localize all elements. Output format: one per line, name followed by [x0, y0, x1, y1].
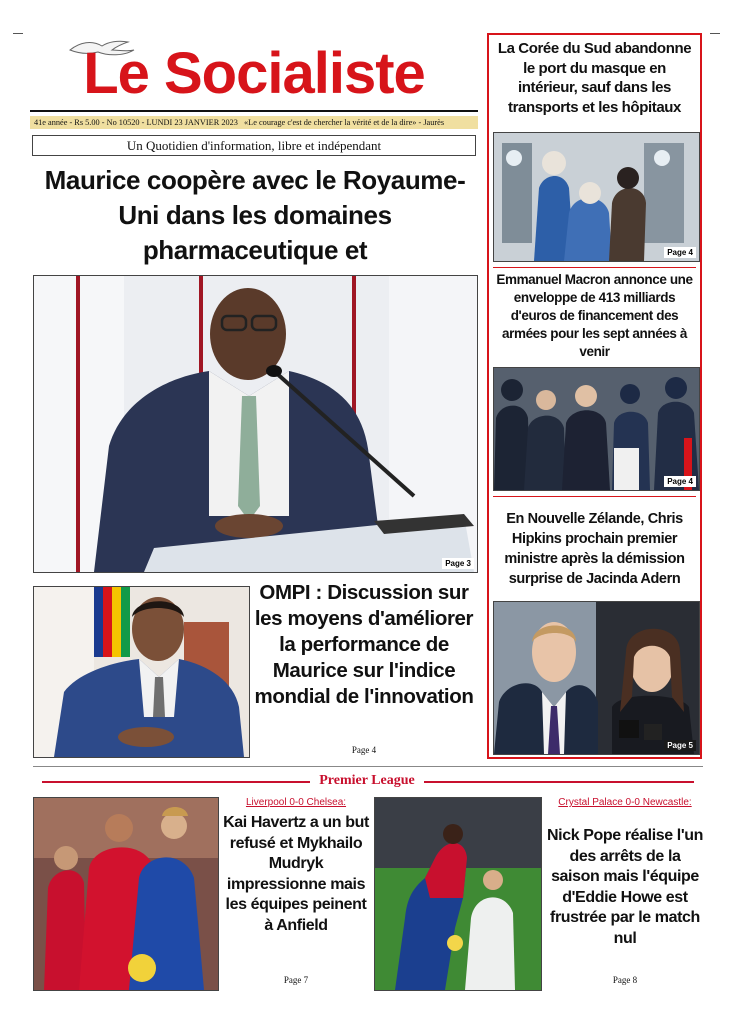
- sidebar-divider-2: [493, 496, 696, 497]
- masthead-rule: [30, 110, 478, 112]
- lead-photo: [33, 275, 478, 573]
- ompi-page-ref: Page 4: [351, 745, 377, 755]
- sidebar-story-3-photo: [493, 601, 700, 755]
- sidebar-story-2-photo: [493, 367, 700, 491]
- masthead: [30, 38, 478, 158]
- sidebar-story-3-headline[interactable]: En Nouvelle Zélande, Chris Hipkins prochain premier ministre après la démission surprise de Jacinda Adern: [504, 511, 685, 587]
- sports-photo-2: [374, 797, 542, 991]
- ompi-headline[interactable]: OMPI : Discussion sur les moyens d'améliorer la performance de Maurice sur l'indice mondial de l'innovation: [254, 581, 474, 708]
- edition-info: 41e année - Rs 5.00 - No 10520 - LUNDI 23 JANVIER 2023: [34, 118, 238, 127]
- lead-page-tag: Page 3: [442, 558, 474, 569]
- section-title: Premier League: [319, 773, 415, 788]
- sports-story-1-label: Liverpool 0-0 Chelsea:: [245, 797, 347, 808]
- sidebar-story-3-page-tag: Page 5: [664, 740, 696, 751]
- sidebar: [487, 33, 702, 759]
- tagline-box: [32, 135, 476, 156]
- crop-mark-left: [13, 33, 23, 34]
- sports-story-2-headline[interactable]: Nick Pope réalise l'un des arrêts de la saison mais l'équipe d'Eddie Howe est frustrée par le match nul: [547, 827, 703, 947]
- masthead-title: Le Socialiste: [83, 41, 425, 106]
- edition-band: [30, 116, 478, 129]
- section-rule-right: [424, 781, 694, 783]
- sidebar-story-2-page-tag: Page 4: [664, 476, 696, 487]
- sidebar-story-1-headline[interactable]: La Corée du Sud abandonne le port du masque en intérieur, sauf dans les transports et les hôpitaux: [497, 40, 692, 116]
- sidebar-story-1-page-tag: Page 4: [664, 247, 696, 258]
- sports-story-2-page-ref: Page 8: [612, 975, 638, 985]
- lead-headline[interactable]: Maurice coopère avec le Royaume-Uni dans les domaines pharmaceutique et: [44, 165, 466, 265]
- sports-story-1-page-ref: Page 7: [283, 975, 309, 985]
- tagline: Un Quotidien d'information, libre et indépendant: [126, 138, 382, 153]
- ompi-photo: [33, 586, 250, 758]
- section-rule-top: [33, 766, 703, 767]
- motto: «Le courage c'est de chercher la vérité et de la dire» - Jaurès: [244, 118, 445, 127]
- section-rule-left: [42, 781, 310, 783]
- sidebar-divider-1: [493, 267, 696, 268]
- sports-photo-1: [33, 797, 219, 991]
- sidebar-story-2-headline[interactable]: Emmanuel Macron annonce une enveloppe de 413 milliards d'euros de financement des armées pour les sept années à venir: [496, 272, 693, 359]
- sidebar-story-1-photo: [493, 132, 700, 262]
- crop-mark-right: [710, 33, 720, 34]
- sports-story-2-label: Crystal Palace 0-0 Newcastle:: [558, 797, 692, 808]
- sports-story-1-headline[interactable]: Kai Havertz a un but refusé et Mykhailo Mudryk impressionne mais les équipes peinent à Anfield: [223, 814, 369, 934]
